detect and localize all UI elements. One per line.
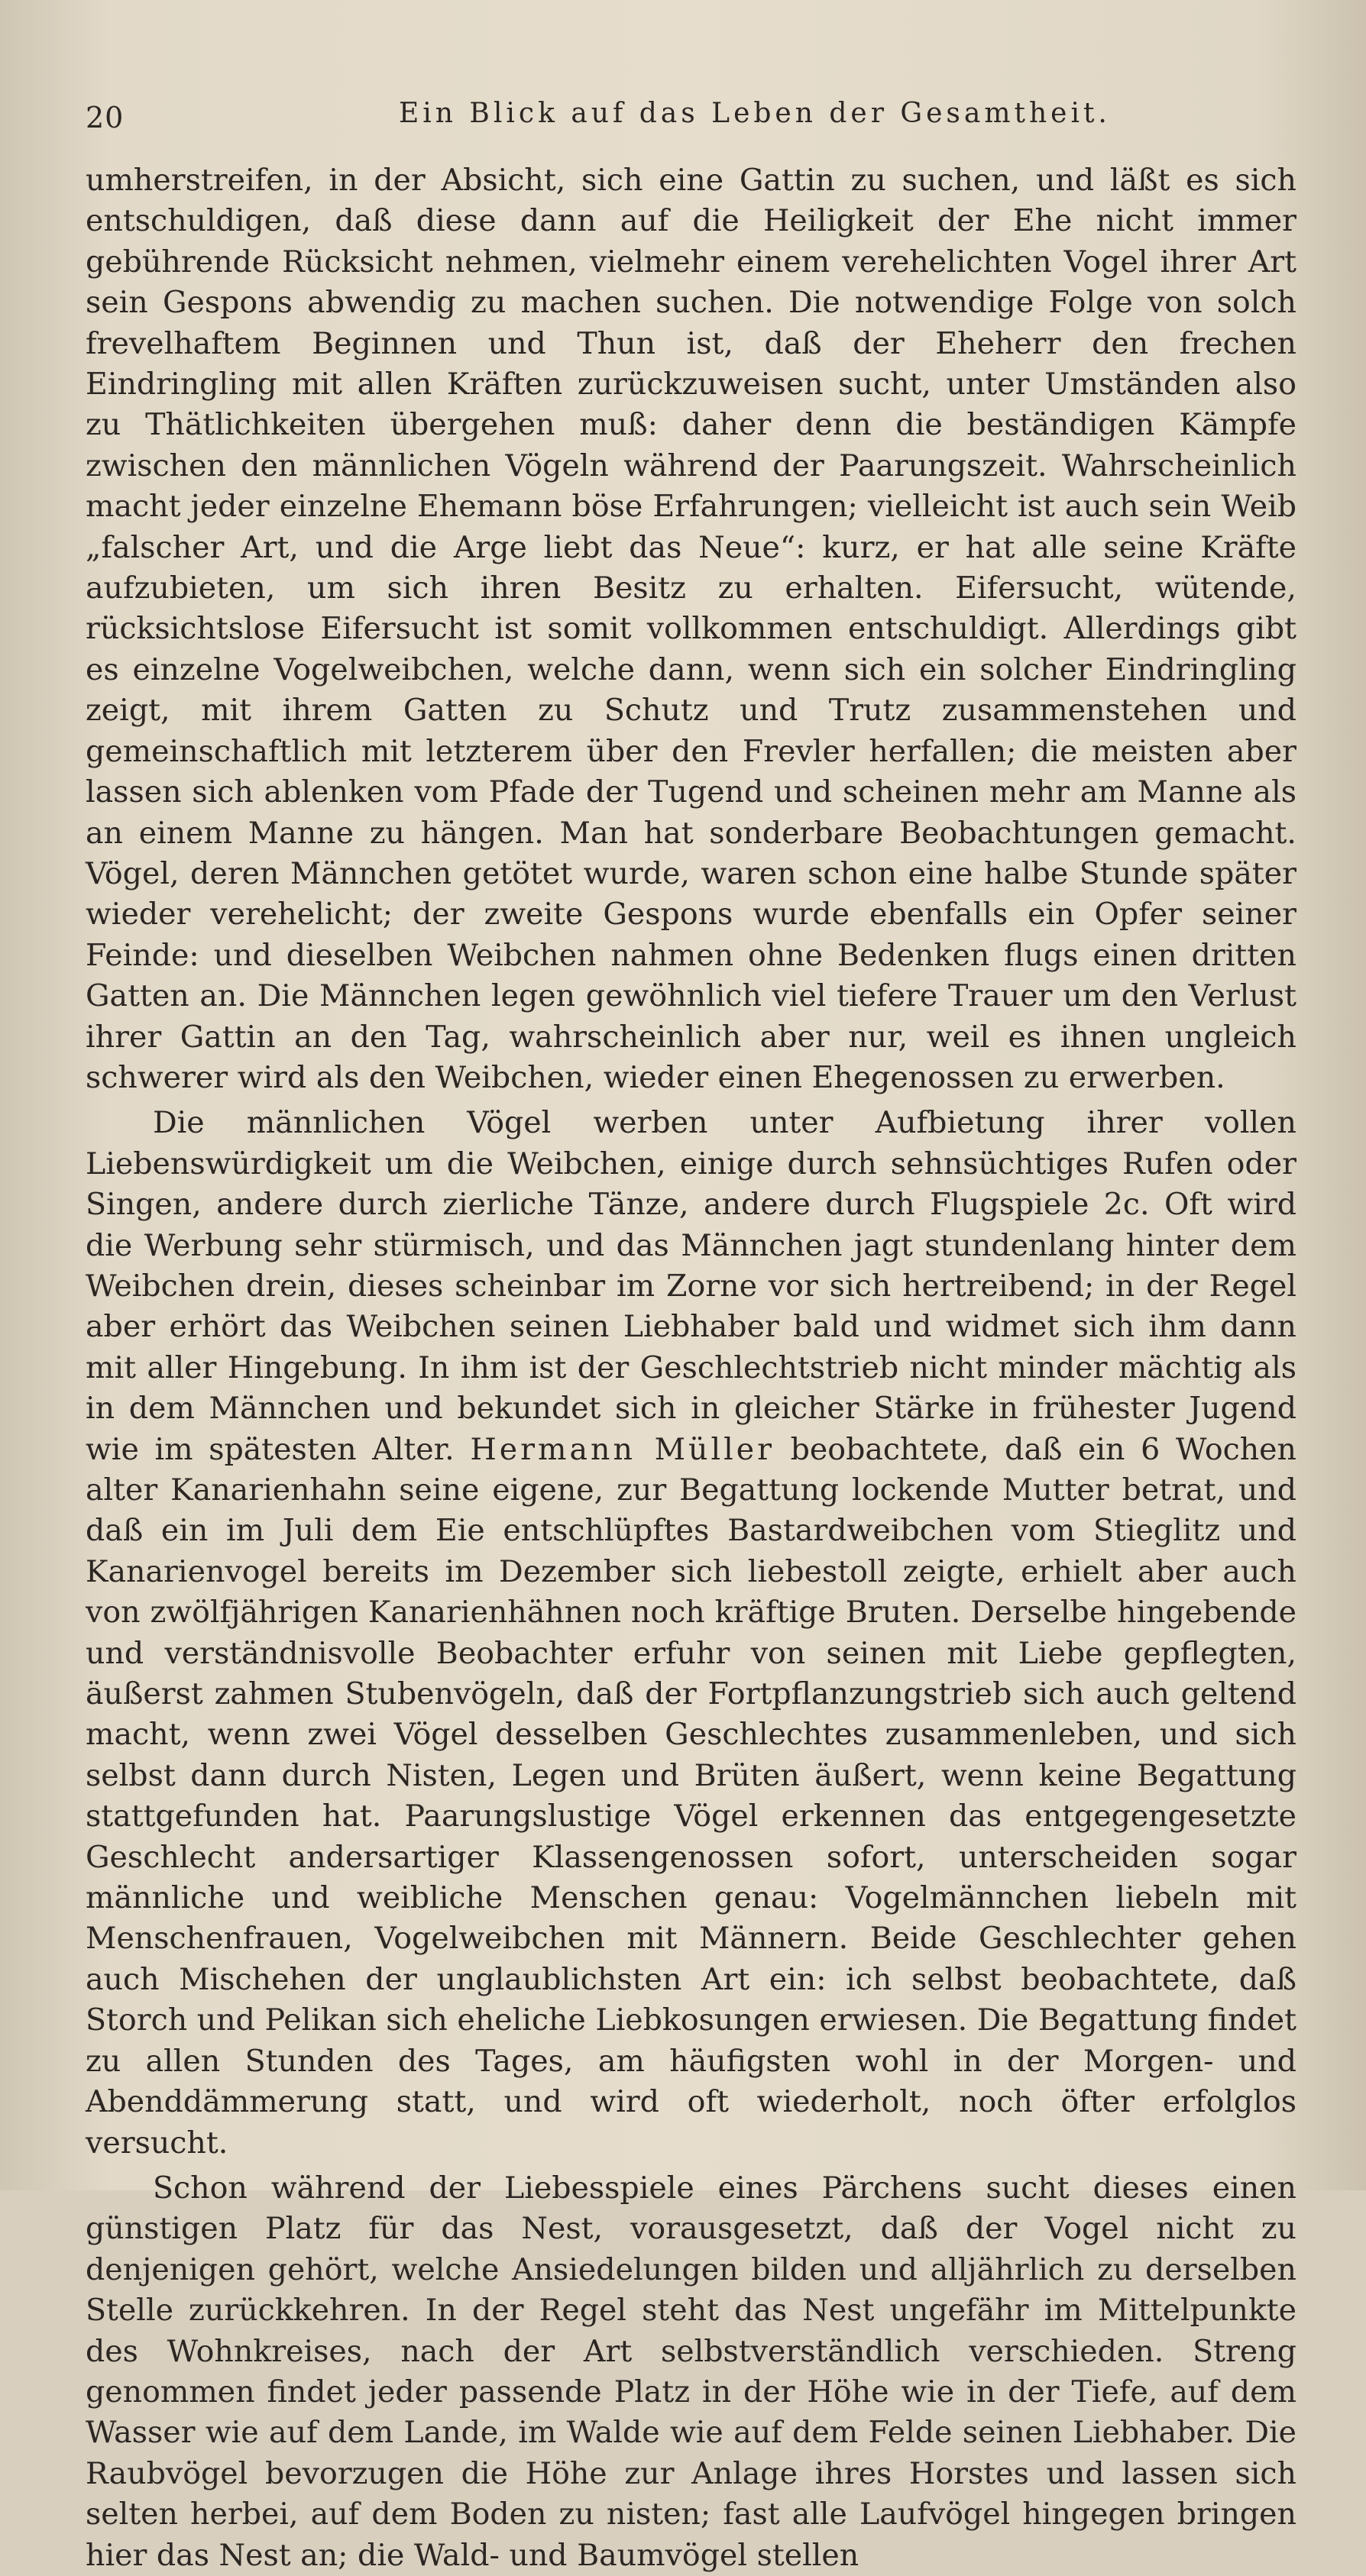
author-name-hermann-mueller: Hermann Müller [470,1431,775,1467]
page-number: 20 [86,101,125,134]
page-header [86,98,1293,147]
paragraph-2-before: Die männlichen Vögel werben unter Aufbietung ihrer vollen Liebenswürdigkeit um die Weibchen, einige durch sehnsüchtiges Rufen oder Singen, andere durch zierliche Tänze, andere durch Flugspiele 2c. Oft wird die Werbung sehr stürmisch, und das Männchen jagt stundenlang hinter dem Weibchen drein, dieses scheinbar im Zorne vor sich hertreibend; in der Regel aber erhört das Weibchen seinen Liebhaber bald und widmet sich ihm dann mit aller Hingebung. In ihm ist der Geschlechtstrieb nicht minder mächtig als in dem Männchen und bekundet sich in gleicher Stärke in frühester Jugend wie im spätesten Alter. [86,1105,1296,1467]
body-text [86,160,1296,2576]
paragraph-1: umherstreifen, in der Absicht, sich eine Gattin zu suchen, und läßt es sich entschuldigen, daß diese dann auf die Heiligkeit der Ehe nicht immer gebührende Rücksicht nehmen, vielmehr einem verehelichten Vogel ihrer Art sein Gespons abwendig zu machen suchen. Die notwendige Folge von solch frevelhaftem Beginnen und Thun ist, daß der Eheherr den frechen Eindringling mit allen Kräften zurückzuweisen sucht, unter Umständen also zu Thätlichkeiten übergehen muß: daher denn die beständigen Kämpfe zwischen den männlichen Vögeln während der Paarungszeit. Wahrscheinlich macht jeder einzelne Ehemann böse Erfahrungen; vielleicht ist auch sein Weib „falscher Art, und die Arge liebt das Neue“: kurz, er hat alle seine Kräfte aufzubieten, um sich ihren Besitz zu erhalten. Eifersucht, wütende, rücksichtslose Eifersucht ist somit vollkommen entschuldigt. Allerdings gibt es einzelne Vogelweibchen, welche dann, wenn sich ein solcher Eindringling zeigt, mit ihrem Gatten zu Schutz und Trutz zusammenstehen und gemeinschaftlich mit letzterem über den Frevler herfallen; die meisten aber lassen sich ablenken vom Pfade der Tugend und scheinen mehr am Manne als an einem Manne zu hängen. Man hat sonderbare Beobachtungen gemacht. Vögel, deren Männchen getötet wurde, waren schon eine halbe Stunde später wieder verehelicht; der zweite Gespons wurde ebenfalls ein Opfer seiner Feinde: und dieselben Weibchen nahmen ohne Bedenken flugs einen dritten Gatten an. Die Männchen legen gewöhnlich viel tiefere Trauer um den Verlust ihrer Gattin an den Tag, wahrscheinlich aber nur, weil es ihnen ungleich schwerer wird als den Weibchen, wieder einen Ehegenossen zu erwerben. [86,163,1296,1095]
paragraph-2 [86,1103,1296,2164]
running-title: Ein Blick auf das Leben der Gesamtheit. [399,98,1111,129]
paragraph-3: Schon während der Liebesspiele eines Pärchens sucht dieses einen günstigen Platz für das Nest, vorausgesetzt, daß der Vogel nicht zu denjenigen gehört, welche Ansiedelungen bilden und alljährlich zu derselben Stelle zurückkehren. In der Regel steht das Nest ungefähr im Mittelpunkte des Wohnkreises, nach der Art selbstverständlich verschieden. Streng genommen findet jeder passende Platz in der Höhe wie in der Tiefe, auf dem Wasser wie auf dem Lande, im Walde wie auf dem Felde seinen Liebhaber. Die Raubvögel bevorzugen die Höhe zur Anlage ihres Horstes und lassen sich selten herbei, auf dem Boden zu nisten; fast alle Laufvögel hingegen bringen hier das Nest an; die Wald- und Baumvögel stellen [86,2170,1296,2573]
paragraph-2-after: beobachtete, daß ein 6 Wochen alter Kanarienhahn seine eigene, zur Begattung lockende Mutter betrat, und daß ein im Juli dem Eie entschlüpftes Bastardweibchen vom Stieglitz und Kanarienvogel bereits im Dezember sich liebestoll zeigte, erhielt aber auch von zwölfjährigen Kanarienhähnen noch kräftige Bruten. Derselbe hingebende und verständnisvolle Beobachter erfuhr von seinen mit Liebe gepflegten, äußerst zahmen Stubenvögeln, daß der Fortpflanzungstrieb sich auch geltend macht, wenn zwei Vögel desselben Geschlechtes zusammenleben, und sich selbst dann durch Nisten, Legen und Brüten äußert, wenn keine Begattung stattgefunden hat. Paarungslustige Vögel erkennen das entgegengesetzte Geschlecht andersartiger Klassengenossen sofort, unterscheiden sogar männliche und weibliche Menschen genau: Vogelmännchen liebeln mit Menschenfrauen, Vogelweibchen mit Männern. Beide Geschlechter gehen auch Mischehen der unglaublichsten Art ein: ich selbst beobachtete, daß Storch und Pelikan sich eheliche Liebkosungen erwiesen. Die Begattung findet zu allen Stunden des Tages, am häufigsten wohl in der Morgen- und Abenddämmerung statt, und wird oft wiederholt, noch öfter erfolglos versucht. [86,1431,1296,2161]
